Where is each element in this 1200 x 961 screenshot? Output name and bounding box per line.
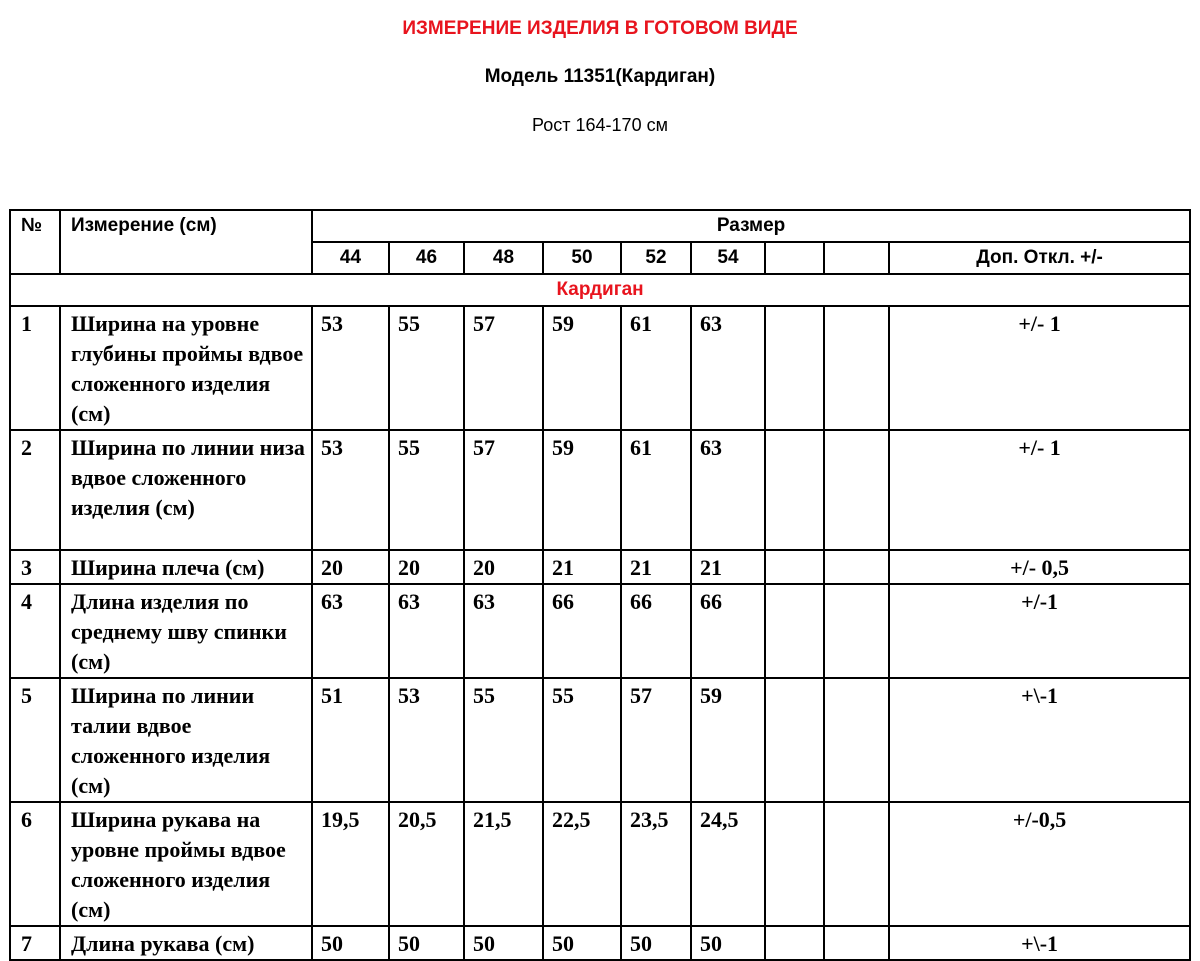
size-value: 21 — [621, 550, 691, 584]
size-value — [765, 802, 824, 926]
size-value: 61 — [621, 306, 691, 430]
size-value — [824, 584, 889, 678]
tolerance-header: Доп. Откл. +/- — [889, 242, 1190, 274]
size-value: 20 — [389, 550, 464, 584]
size-value: 20 — [464, 550, 543, 584]
tolerance-value: +/-1 — [889, 584, 1190, 678]
tolerance-value: +\-1 — [889, 678, 1190, 802]
table-row — [10, 678, 1190, 802]
row-number: 7 — [10, 926, 60, 960]
row-number: 5 — [10, 678, 60, 802]
measurement-name: Длина рукава (см) — [60, 926, 312, 960]
size-value: 21,5 — [464, 802, 543, 926]
size-value: 21 — [691, 550, 765, 584]
size-value: 55 — [389, 306, 464, 430]
size-value: 50 — [389, 926, 464, 960]
measurement-table — [9, 209, 1191, 961]
header-number: № — [10, 210, 60, 274]
size-value: 21 — [543, 550, 621, 584]
size-value — [765, 306, 824, 430]
measurement-name: Ширина по линии низа вдвое сложенного изделия (см) — [60, 430, 312, 550]
size-value — [765, 430, 824, 550]
size-column-header: 44 — [312, 242, 389, 274]
tolerance-value: +/- 1 — [889, 430, 1190, 550]
table-row — [10, 584, 1190, 678]
measurement-name: Длина изделия по среднему шву спинки (см) — [60, 584, 312, 678]
size-value: 53 — [389, 678, 464, 802]
measurement-name: Ширина рукава на уровне проймы вдвое сложенного изделия (см) — [60, 802, 312, 926]
size-value: 20,5 — [389, 802, 464, 926]
size-value: 50 — [691, 926, 765, 960]
size-value: 57 — [464, 430, 543, 550]
size-value: 55 — [543, 678, 621, 802]
size-value: 63 — [312, 584, 389, 678]
size-value: 66 — [691, 584, 765, 678]
measurement-name: Ширина по линии талии вдвое сложенного изделия (см) — [60, 678, 312, 802]
size-value: 53 — [312, 430, 389, 550]
size-column-header: 54 — [691, 242, 765, 274]
size-value: 59 — [543, 430, 621, 550]
size-value: 61 — [621, 430, 691, 550]
size-value: 66 — [543, 584, 621, 678]
size-value: 59 — [543, 306, 621, 430]
size-value: 22,5 — [543, 802, 621, 926]
size-value — [824, 430, 889, 550]
size-value — [765, 584, 824, 678]
tolerance-value: +\-1 — [889, 926, 1190, 960]
size-value — [765, 926, 824, 960]
row-number: 2 — [10, 430, 60, 550]
size-value: 59 — [691, 678, 765, 802]
size-value: 51 — [312, 678, 389, 802]
size-column-header — [824, 242, 889, 274]
model-name: Модель 11351(Кардиган) — [484, 66, 716, 87]
measurement-name: Ширина плеча (см) — [60, 550, 312, 584]
size-column-header: 48 — [464, 242, 543, 274]
tolerance-value: +/- 1 — [889, 306, 1190, 430]
document-title: ИЗМЕРЕНИЕ ИЗДЕЛИЯ В ГОТОВОМ ВИДЕ — [402, 18, 798, 39]
size-column-header: 52 — [621, 242, 691, 274]
header-size: Размер — [312, 210, 1190, 242]
size-value: 50 — [312, 926, 389, 960]
row-number: 4 — [10, 584, 60, 678]
row-number: 3 — [10, 550, 60, 584]
size-value: 57 — [621, 678, 691, 802]
size-value: 57 — [464, 306, 543, 430]
tolerance-value: +/-0,5 — [889, 802, 1190, 926]
size-value: 50 — [621, 926, 691, 960]
row-number: 1 — [10, 306, 60, 430]
size-value: 63 — [691, 306, 765, 430]
size-column-header: 46 — [389, 242, 464, 274]
size-value: 66 — [621, 584, 691, 678]
tolerance-value: +/- 0,5 — [889, 550, 1190, 584]
size-column-header: 50 — [543, 242, 621, 274]
size-value: 63 — [389, 584, 464, 678]
table-row — [10, 550, 1190, 584]
size-value — [824, 926, 889, 960]
size-value — [765, 678, 824, 802]
size-value: 63 — [464, 584, 543, 678]
table-row — [10, 926, 1190, 960]
size-column-header — [765, 242, 824, 274]
size-value: 20 — [312, 550, 389, 584]
size-value: 53 — [312, 306, 389, 430]
table-row — [10, 430, 1190, 550]
size-value — [824, 678, 889, 802]
height-range: Рост 164-170 см — [532, 115, 668, 135]
size-value: 24,5 — [691, 802, 765, 926]
size-value: 50 — [464, 926, 543, 960]
size-value — [824, 550, 889, 584]
header-measurement: Измерение (см) — [60, 210, 312, 274]
size-value — [824, 306, 889, 430]
size-value: 23,5 — [621, 802, 691, 926]
size-value: 19,5 — [312, 802, 389, 926]
table-row — [10, 802, 1190, 926]
size-value — [765, 550, 824, 584]
row-number: 6 — [10, 802, 60, 926]
measurement-name: Ширина на уровне глубины проймы вдвое сложенного изделия (см) — [60, 306, 312, 430]
section-title: Кардиган — [10, 274, 1190, 306]
size-value: 55 — [389, 430, 464, 550]
size-value: 63 — [691, 430, 765, 550]
size-value: 50 — [543, 926, 621, 960]
table-row — [10, 306, 1190, 430]
size-value — [824, 802, 889, 926]
size-value: 55 — [464, 678, 543, 802]
